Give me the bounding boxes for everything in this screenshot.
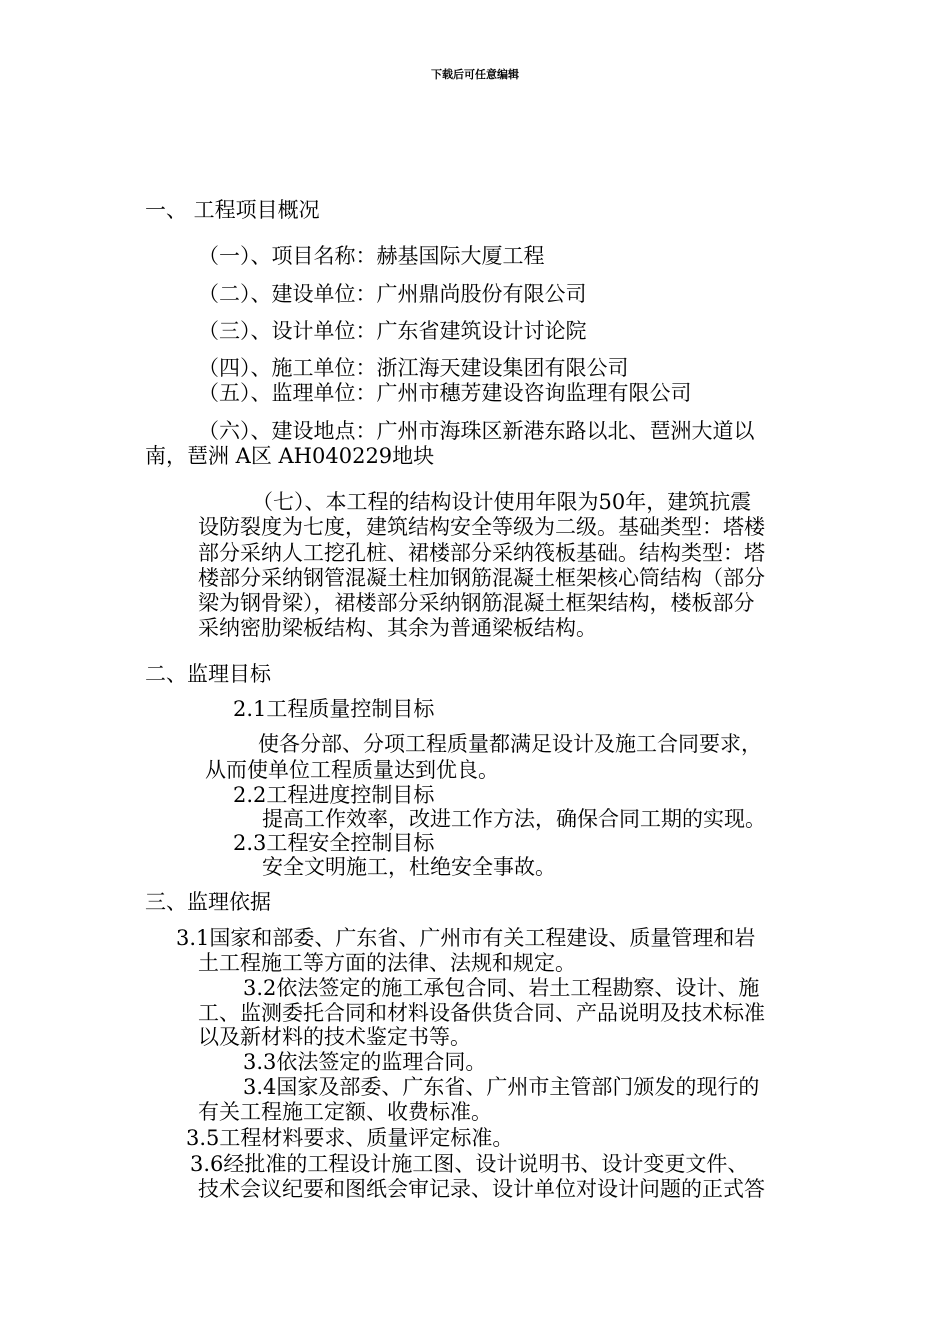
page-header: 下载后可任意编辑 <box>431 68 519 81</box>
basis-3-2-line-2: 工、监测委托合同和材料设备供货合同、产品说明及技术标准 <box>198 1001 765 1025</box>
basis-3-1-line-2: 土工程施工等方面的法律、法规和规定。 <box>198 951 576 975</box>
contractor-line: （四）、施工单位：浙江海天建设集团有限公司 <box>198 356 629 380</box>
structure-line-5: 梁为钢骨梁），裙楼部分采纳钢筋混凝土框架结构，楼板部分 <box>198 591 755 615</box>
location-line-1: （六）、建设地点：广州市海珠区新港东路以北、琶洲大道以 <box>198 419 755 443</box>
basis-3-3: 3.3依法签定的监理合同。 <box>243 1050 487 1074</box>
section3-heading: 三、监理依据 <box>145 890 271 914</box>
basis-3-2-line-1: 3.2依法签定的施工承包合同、岩土工程勘察、设计、施 <box>243 976 760 1000</box>
safety-target-text: 安全文明施工，杜绝安全事故。 <box>262 855 556 879</box>
structure-line-1: （七）、本工程的结构设计使用年限为50年，建筑抗震 <box>252 490 752 514</box>
structure-line-4: 楼部分采纳钢管混凝土柱加钢筋混凝土框架核心筒结构（部分 <box>198 566 765 590</box>
progress-target-title: 2.2工程进度控制目标 <box>233 783 435 807</box>
quality-target-line-1: 使各分部、分项工程质量都满足设计及施工合同要求， <box>258 732 762 756</box>
structure-line-6: 采纳密肋梁板结构、其余为普通梁板结构。 <box>198 616 597 640</box>
basis-3-5: 3.5工程材料要求、质量评定标准。 <box>186 1126 514 1150</box>
basis-3-6-line-1: 3.6经批准的工程设计施工图、设计说明书、设计变更文件、 <box>190 1152 749 1176</box>
quality-target-line-2: 从而使单位工程质量达到优良。 <box>205 758 499 782</box>
basis-3-4-line-2: 有关工程施工定额、收费标准。 <box>198 1100 492 1124</box>
project-name-line: （一）、项目名称：赫基国际大厦工程 <box>198 244 545 268</box>
supervisor-line: （五）、监理单位：广州市穗芳建设咨询监理有限公司 <box>198 381 692 405</box>
structure-line-3: 部分采纳人工挖孔桩、裙楼部分采纳筏板基础。结构类型：塔 <box>198 541 765 565</box>
safety-target-title: 2.3工程安全控制目标 <box>233 831 435 855</box>
owner-line: （二）、建设单位：广州鼎尚股份有限公司 <box>198 282 587 306</box>
section2-heading: 二、监理目标 <box>145 662 271 686</box>
designer-line: （三）、设计单位：广东省建筑设计讨论院 <box>198 319 587 343</box>
basis-3-1-line-1: 3.1国家和部委、广东省、广州市有关工程建设、质量管理和岩 <box>176 926 756 950</box>
basis-3-4-line-1: 3.4国家及部委、广东省、广州市主管部门颁发的现行的 <box>243 1075 760 1099</box>
location-line-2: 南，琶洲 A区 AH040229地块 <box>145 444 435 468</box>
basis-3-2-line-3: 以及新材料的技术鉴定书等。 <box>198 1025 471 1049</box>
structure-line-2: 设防裂度为七度，建筑结构安全等级为二级。基础类型：塔楼 <box>198 515 765 539</box>
basis-3-6-line-2: 技术会议纪要和图纸会审记录、设计单位对设计问题的正式答 <box>198 1177 765 1201</box>
section1-heading: 一、 工程项目概况 <box>145 198 320 222</box>
progress-target-text: 提高工作效率，改进工作方法，确保合同工期的实现。 <box>262 807 766 831</box>
quality-target-title: 2.1工程质量控制目标 <box>233 697 435 721</box>
